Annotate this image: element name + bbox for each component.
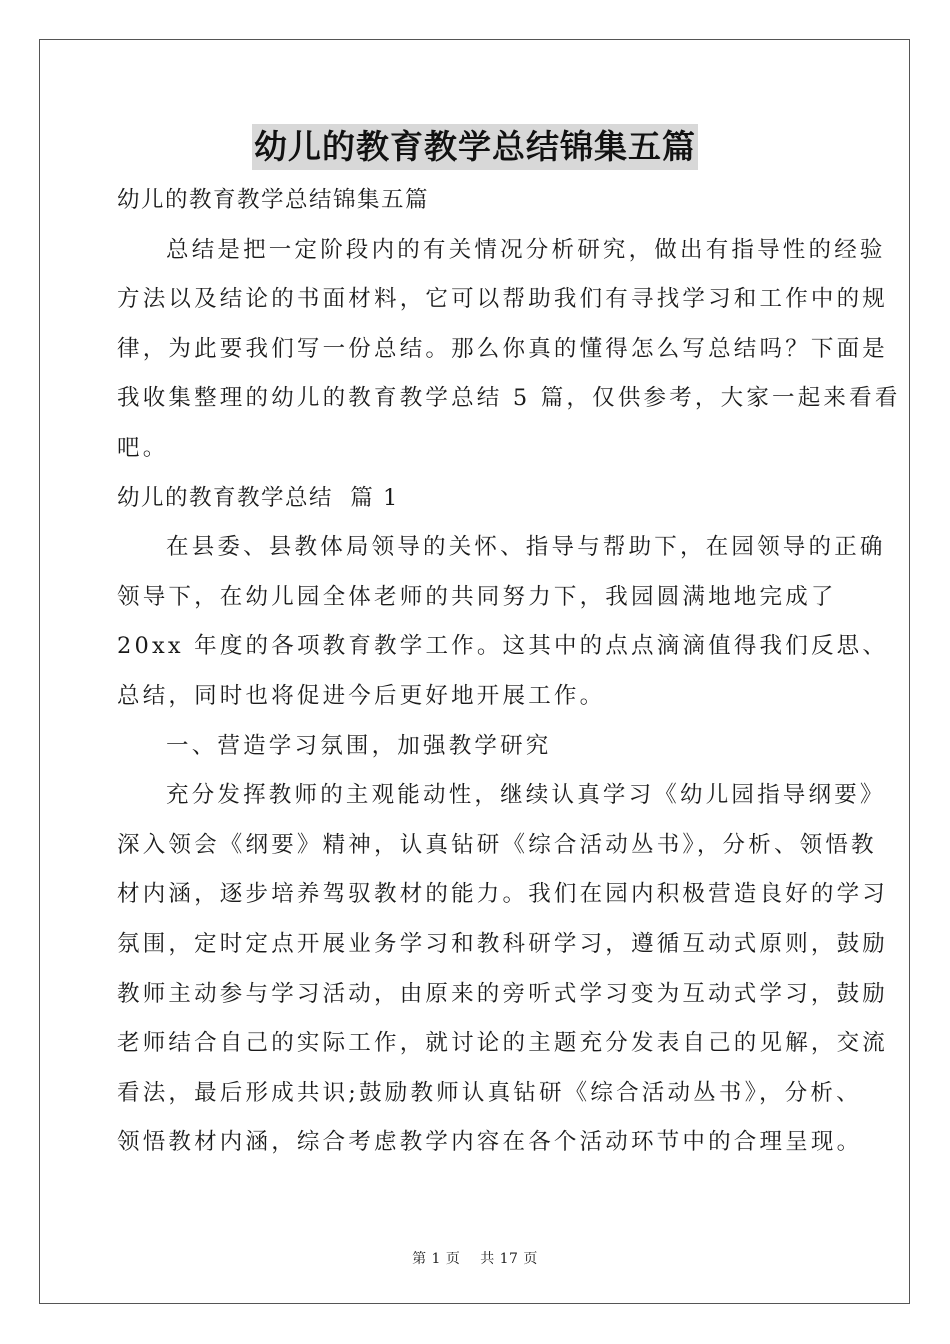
paragraph-line: 老师结合自己的实际工作，就讨论的主题充分发表自己的见解，交流	[117, 1030, 889, 1057]
paragraph-line: 氛围，定时定点开展业务学习和教科研学习，遵循互动式原则，鼓励	[117, 930, 889, 957]
intro-line: 总结是把一定阶段内的有关情况分析研究，做出有指导性的经验	[166, 236, 886, 263]
intro-line: 律，为此要我们写一份总结。那么你真的懂得怎么写总结吗？下面是	[117, 335, 889, 362]
paragraph-line: 深入领会《纲要》精神，认真钻研《综合活动丛书》，分析、领悟教	[117, 831, 877, 858]
intro-line: 吧。	[117, 434, 169, 461]
paragraph-line: 在县委、县教体局领导的关怀、指导与帮助下，在园领导的正确	[166, 534, 886, 561]
intro-line: 我收集整理的幼儿的教育教学总结 5 篇，仅供参考，大家一起来看看	[117, 385, 901, 412]
section-heading: 幼儿的教育教学总结 篇 1	[117, 484, 399, 511]
paragraph-line: 充分发挥教师的主观能动性，继续认真学习《幼儿园指导纲要》	[166, 782, 886, 809]
title-wrapper	[0, 124, 950, 170]
paragraph-line: 看法，最后形成共识;鼓励教师认真钻研《综合活动丛书》，分析、	[117, 1079, 862, 1106]
paragraph-line: 领导下，在幼儿园全体老师的共同努力下，我园圆满地地完成了	[117, 583, 837, 610]
paragraph-line: 领悟教材内涵，综合考虑教学内容在各个活动环节中的合理呈现。	[117, 1129, 863, 1156]
paragraph-line: 材内涵，逐步培养驾驭教材的能力。我们在园内积极营造良好的学习	[117, 881, 889, 908]
document-title: 幼儿的教育教学总结锦集五篇	[252, 124, 698, 170]
paragraph-line: 20xx 年度的各项教育教学工作。这其中的点点滴滴值得我们反思、	[117, 633, 889, 660]
paragraph-line: 教师主动参与学习活动，由原来的旁听式学习变为互动式学习，鼓励	[117, 980, 889, 1007]
document-subtitle: 幼儿的教育教学总结锦集五篇	[117, 187, 430, 213]
subsection-heading: 一、营造学习氛围，加强教学研究	[166, 732, 552, 759]
page-total: 共 17 页	[480, 1251, 538, 1267]
intro-line: 方法以及结论的书面材料，它可以帮助我们有寻找学习和工作中的规	[117, 286, 889, 313]
document-body	[117, 176, 901, 1168]
page-footer	[0, 1248, 950, 1268]
page-number: 第 1 页	[412, 1251, 461, 1267]
paragraph-line: 总结，同时也将促进今后更好地开展工作。	[117, 682, 606, 709]
